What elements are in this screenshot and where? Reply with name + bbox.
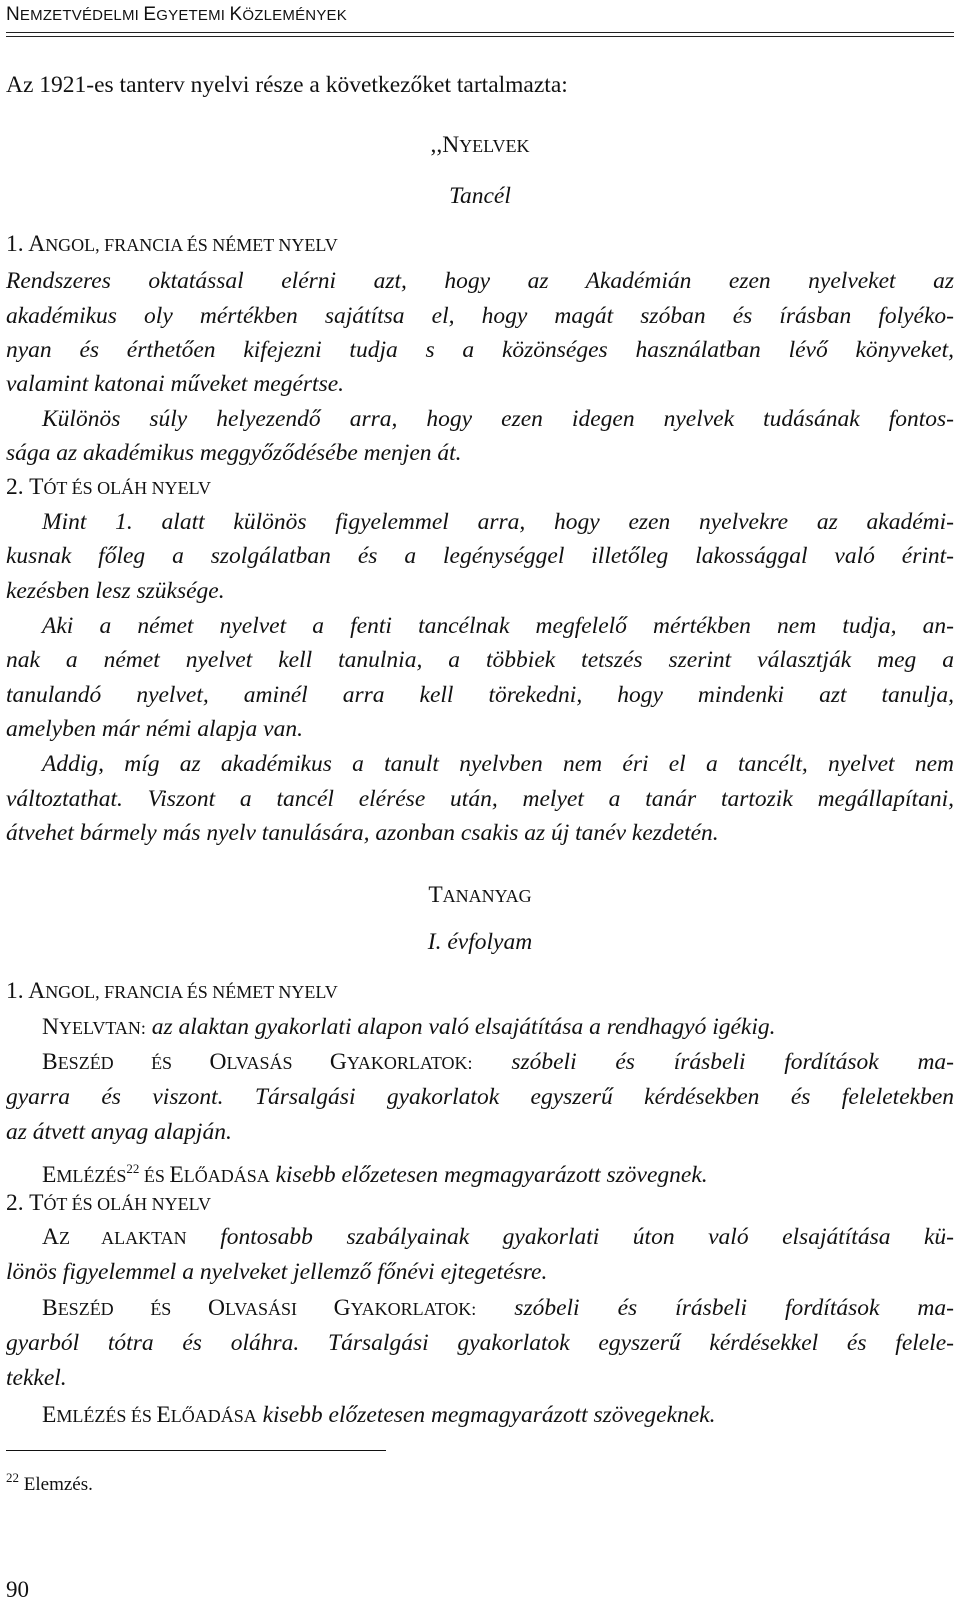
p4-line-2: nak a német nyelvet kell tanulnia, a többiek tetszés szerint választják meg a [6,647,954,673]
beszed1-line-2: gyarra és viszont. Társalgási gyakorlatok egyszerű kérdésekben és feleletekben [6,1084,954,1110]
footnote-22 [6,1470,93,1496]
p2-line-2: sága az akadémikus meggyőződésébe menjen át. [6,440,462,466]
footnote-text: Elemzés. [19,1474,93,1495]
header-rule-bottom [6,36,954,37]
page-number: 90 [6,1577,29,1602]
p5-line-3: átvehet bármely más nyelv tanulására, azonban csakis az új tanév kezdetén. [6,820,719,846]
beszed1-t3: YAKORLATOK: [346,1053,473,1073]
p1-line-1: Rendszeres oktatással elérni azt, hogy az Akadémián ezen nyelveket az [6,268,954,294]
emlezes2-t1: MLÉZÉS ÉS [56,1406,157,1426]
header-rule-top [6,32,954,33]
beszed2-cap-o: O [207,1295,225,1321]
emlezes2-text: kisebb előzetesen megmagyarázott szövegeknek. [256,1402,716,1428]
p5-line-1: Addig, míg az akadémikus a tanult nyelvben nem éri el a tancélt, nyelvet nem [42,751,954,777]
p4-line-3: tanulandó nyelvet, aminél arra kell törekedni, hogy mindenki azt tanulja, [6,682,954,708]
p4-line-4: amelyben már némi alapja van. [6,716,303,742]
header-cap-n: N [6,4,20,25]
beszed1-cap-g: G [329,1049,347,1075]
emlezes2-cap-e: E [42,1402,57,1428]
heading-tananyag-cap: T [428,882,443,908]
p3-line-2: kusnak főleg a szolgálatban és a legénységgel illetőleg lakossággal való érint- [6,543,954,569]
p3-line-1: Mint 1. alatt különös figyelemmel arra, hogy ezen nyelvekre az akadémi- [42,509,954,535]
item3-title: NGOL, FRANCIA ÉS NÉMET NYELV [45,982,338,1002]
nyelvtan-text: az alaktan gyakorlati alapon való elsajátítása a rendhagyó igékig. [145,1014,776,1040]
emlezes1-t2: ÉS [139,1166,170,1186]
item-heading-3 [6,976,954,1007]
alaktan-line-1 [42,1222,954,1253]
beszed2-cap-b: B [42,1295,58,1321]
beszed2-text-1: szóbeli és írásbeli fordítások ma- [476,1295,954,1321]
emlezes1-t3: LŐADÁSA [183,1166,270,1186]
beszed2-t2: LVASÁSI [224,1299,334,1319]
section-heading-nyelvek [0,130,960,161]
heading-nyelvek-cap: ,,N [430,132,460,158]
emlezes1-cap-e: E [42,1162,57,1188]
intro-line: Az 1921-es tanterv nyelvi része a következőket tartalmazta: [6,72,568,98]
emlezes2-cap-el: E [156,1402,171,1428]
beszed2-line-2: gyarból tótra és oláhra. Társalgási gyakorlatok egyszerű kérdésekkel és felele- [6,1330,954,1356]
alaktan-text-1: fontosabb szabályainak gyakorlati úton való elsajátítása kü- [186,1224,954,1250]
item4-num: 2. T [6,1190,44,1216]
beszed1-line-3: az átvett anyag alapján. [6,1119,232,1145]
beszed2-line-3: tekkel. [6,1365,67,1391]
emlezes1-cap-el: E [169,1162,184,1188]
header-cap-e: E [143,4,157,25]
beszed1-text-1: szóbeli és írásbeli fordítások ma- [472,1049,954,1075]
item-heading-2 [6,472,954,503]
item1-title: NGOL, FRANCIA ÉS NÉMET NYELV [45,235,338,255]
p5-line-2: változtathat. Viszont a tancél elérése után, melyet a tanár tartozik megállapítani, [6,786,954,812]
item1-num: 1. A [6,231,46,257]
item3-num: 1. A [6,978,46,1004]
section-heading-tananyag [0,880,960,911]
p4-line-1: Aki a német nyelvet a fenti tancélnak megfelelő mértékben nem tudja, an- [42,613,954,639]
emlezes1-line [42,1154,954,1191]
emlezes2-t2: LŐADÁSA [170,1406,257,1426]
beszed2-cap-g: G [333,1295,351,1321]
beszed1-line-1 [42,1047,954,1078]
beszed1-cap-b: B [42,1049,58,1075]
beszed2-line-1 [42,1293,954,1324]
beszed1-t2: LVASÁS [226,1053,330,1073]
item2-num: 2. T [6,474,44,500]
emlezes1-text: kisebb előzetesen megmagyarázott szövegnek. [269,1162,708,1188]
nyelvtan-label: YELVTAN: [58,1018,146,1038]
header-cap-k: K [229,4,243,25]
item-heading-4 [6,1188,954,1219]
alaktan-cap-a: A [42,1224,59,1250]
heading-nyelvek-rest: YELVEK [459,136,530,156]
beszed1-cap-o: O [209,1049,227,1075]
alaktan-label: Z ALAKTAN [58,1228,187,1248]
p1-line-3: nyan és érthetően kifejezni tudja s a közönséges használatban lévő könyveket, [6,337,954,363]
beszed1-t1: ESZÉD ÉS [57,1053,210,1073]
emlezes2-line [42,1400,954,1431]
emlezes1-t1: MLÉZÉS [56,1166,127,1186]
p2-line-1: Különös súly helyezendő arra, hogy ezen idegen nyelvek tudásának fontos- [42,406,954,432]
footnote-separator [6,1450,386,1451]
subheading-evfolyam: I. évfolyam [427,929,533,955]
beszed2-t1: ESZÉD ÉS [57,1299,208,1319]
running-header [6,4,954,26]
nyelvtan-cap: N [42,1014,59,1040]
header-text-3: ÖZLEMÉNYEK [242,7,347,24]
footnote-ref-22[interactable]: 22 [126,1161,140,1176]
p1-line-2: akadémikus oly mértékben sajátítsa el, hogy magát szóban és írásban folyéko- [6,303,954,329]
beszed2-t3: YAKORLATOK: [350,1299,477,1319]
heading-tananyag-rest: ANANYAG [442,886,532,906]
p3-line-3: kezésben lesz szüksége. [6,578,225,604]
header-text-1: EMZETVÉDELMI [19,7,144,24]
header-text-2: GYETEMI [156,7,230,24]
footnote-number: 22 [6,1470,19,1485]
subheading-tancel: Tancél [449,183,511,209]
item-heading-1 [6,229,954,260]
alaktan-line-2: lönös figyelemmel a nyelveket jellemző főnévi ejtegetésre. [6,1259,548,1285]
nyelvtan-line [42,1012,954,1043]
item2-title: ÓT ÉS OLÁH NYELV [43,478,211,498]
p1-line-4: valamint katonai műveket megértse. [6,371,345,397]
item4-title: ÓT ÉS OLÁH NYELV [43,1194,211,1214]
